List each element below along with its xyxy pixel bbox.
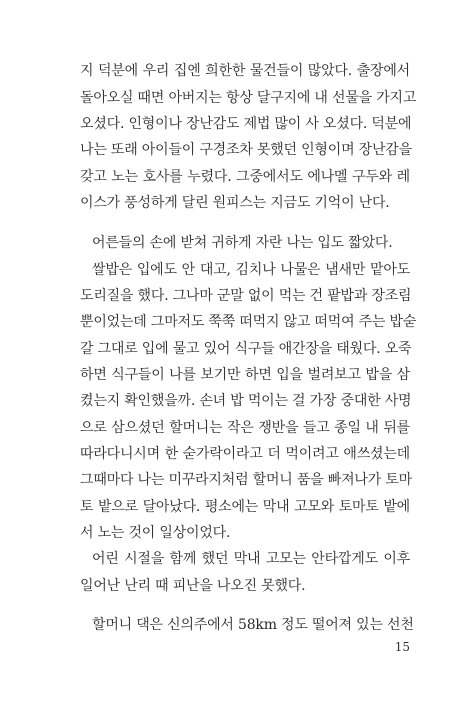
text-line: 서 노는 것이 일상이었다.: [80, 525, 231, 541]
text-line: 따라다니시며 한 숟가락이라고 더 먹이려고 애쓰셨는데: [80, 446, 410, 462]
text-line: 그때마다 나는 미꾸라지처럼 할머니 품을 빠져나가 토마: [80, 472, 412, 488]
text-line: 으로 삼으셨던 할머니는 작은 쟁반을 들고 종일 내 뒤를: [80, 420, 410, 436]
text-line: 나는 또래 아이들이 구경조차 못했던 인형이며 장난감을: [80, 142, 412, 158]
text-line: 일어난 난리 때 피난을 나오진 못했다.: [80, 578, 306, 594]
text-line: 어린 시절을 함께 했던 막내 고모는 안타깝게도 이후: [92, 551, 410, 567]
text-line: 토 밭으로 달아났다. 평소에는 막내 고모와 토마토 밭에: [80, 499, 410, 515]
text-line: 지 덕분에 우리 집엔 희한한 물건들이 많았다. 출장에서: [80, 63, 410, 79]
text-line: 갖고 노는 호사를 누렸다. 그중에서도 에나멜 구두와 레: [80, 169, 410, 185]
text-line: 이스가 풍성하게 달린 원피스는 지금도 기억이 난다.: [80, 195, 390, 211]
text-line: 갈 그대로 입에 물고 있어 식구들 애간장을 태웠다. 오죽: [80, 341, 412, 357]
text-line: 돌아오실 때면 아버지는 항상 달구지에 내 선물을 가지고: [80, 90, 417, 106]
page-number: 15: [394, 640, 410, 654]
text-line: 쌀밥은 입에도 안 대고, 김치나 나물은 냄새만 맡아도: [92, 262, 410, 278]
text-line: 오셨다. 인형이나 장난감도 제법 많이 사 오셨다. 덕분에: [80, 116, 412, 132]
text-line: 켰는지 확인했을까. 손녀 밥 먹이는 걸 가장 중대한 사명: [80, 393, 412, 409]
text-line: 도리질을 했다. 그나마 군말 없이 먹는 건 팥밥과 장조림: [80, 288, 412, 304]
text-line: 할머니 댁은 신의주에서 58km 정도 떨어져 있는 선천: [92, 617, 414, 633]
text-line: 뿐이었는데 그마저도 쭉쭉 떠먹지 않고 떠먹여 주는 밥숟: [80, 314, 417, 330]
text-line: 하면 식구들이 나를 보기만 하면 입을 벌려보고 밥을 삼: [80, 367, 410, 383]
text-line: 어른들의 손에 받쳐 귀하게 자란 나는 입도 짧았다.: [92, 235, 393, 251]
